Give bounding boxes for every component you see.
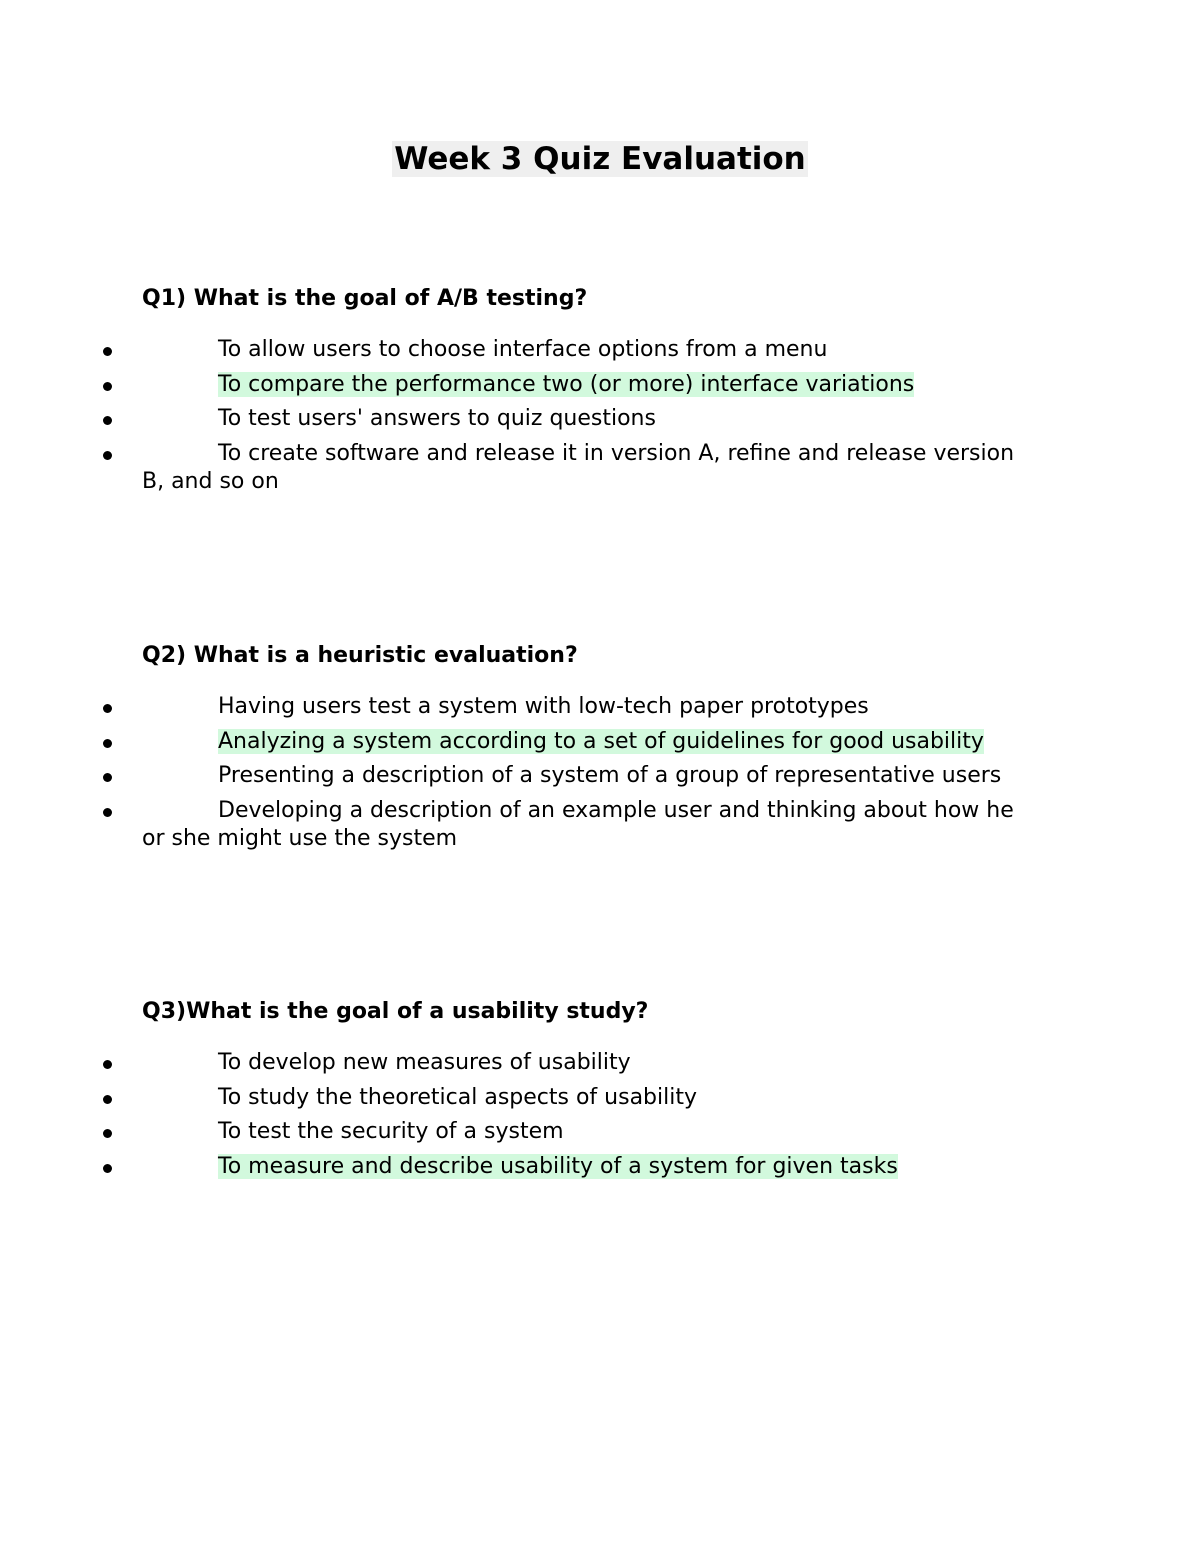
question-2 <box>0 641 1200 859</box>
answer-option <box>0 440 1200 496</box>
answer-text: Having users test a system with low-tech paper prototypes <box>218 694 869 719</box>
bullet-icon <box>103 451 112 460</box>
bullet-icon <box>103 739 112 748</box>
bullet-icon <box>103 1129 112 1138</box>
answer-text: Presenting a description of a system of a group of representative users <box>218 763 1002 788</box>
bullet-icon <box>103 1164 112 1173</box>
answer-option <box>0 693 1200 721</box>
bullet-icon <box>103 1095 112 1104</box>
answer-options <box>0 336 1200 496</box>
answer-text: To create software and release it in version A, refine and release version B, and so on <box>142 440 1015 494</box>
answer-text: Developing a description of an example user and thinking about how he or she might use the system <box>142 797 1014 851</box>
answer-text-highlighted: To compare the performance two (or more) interface variations <box>218 371 915 397</box>
answer-text: To develop new measures of usability <box>218 1050 631 1075</box>
answer-text: To allow users to choose interface options from a menu <box>218 337 828 362</box>
question-heading: Q3)What is the goal of a usability study? <box>142 999 649 1024</box>
answer-option <box>0 1084 1200 1112</box>
bullet-icon <box>103 382 112 391</box>
answer-text: To test users' answers to quiz questions <box>218 406 656 431</box>
answer-option-correct <box>0 371 1200 399</box>
bullet-icon <box>103 416 112 425</box>
bullet-icon <box>103 1060 112 1069</box>
answer-option <box>0 797 1200 853</box>
answer-options <box>0 693 1200 853</box>
answer-text: To study the theoretical aspects of usability <box>218 1084 697 1110</box>
bullet-icon <box>103 773 112 782</box>
answer-text: To test the security of a system <box>218 1119 564 1144</box>
question-heading: Q2) What is a heuristic evaluation? <box>142 643 578 668</box>
answer-options <box>0 1049 1200 1181</box>
title-text: Week 3 Quiz Evaluation <box>394 141 806 177</box>
answer-text-highlighted: To measure and describe usability of a system for given tasks <box>218 1153 898 1179</box>
answer-option <box>0 336 1200 364</box>
document-title <box>0 138 1200 180</box>
answer-option <box>0 405 1200 433</box>
answer-option <box>0 1049 1200 1077</box>
question-heading: Q1) What is the goal of A/B testing? <box>142 286 588 311</box>
answer-option <box>0 762 1200 790</box>
bullet-icon <box>103 808 112 817</box>
answer-option-correct <box>0 1153 1200 1181</box>
question-3 <box>0 997 1200 1187</box>
bullet-icon <box>103 704 112 713</box>
question-1 <box>0 284 1200 502</box>
bullet-icon <box>103 347 112 356</box>
answer-text-highlighted: Analyzing a system according to a set of guidelines for good usability <box>218 728 984 754</box>
answer-option-correct <box>0 728 1200 756</box>
answer-option <box>0 1118 1200 1146</box>
